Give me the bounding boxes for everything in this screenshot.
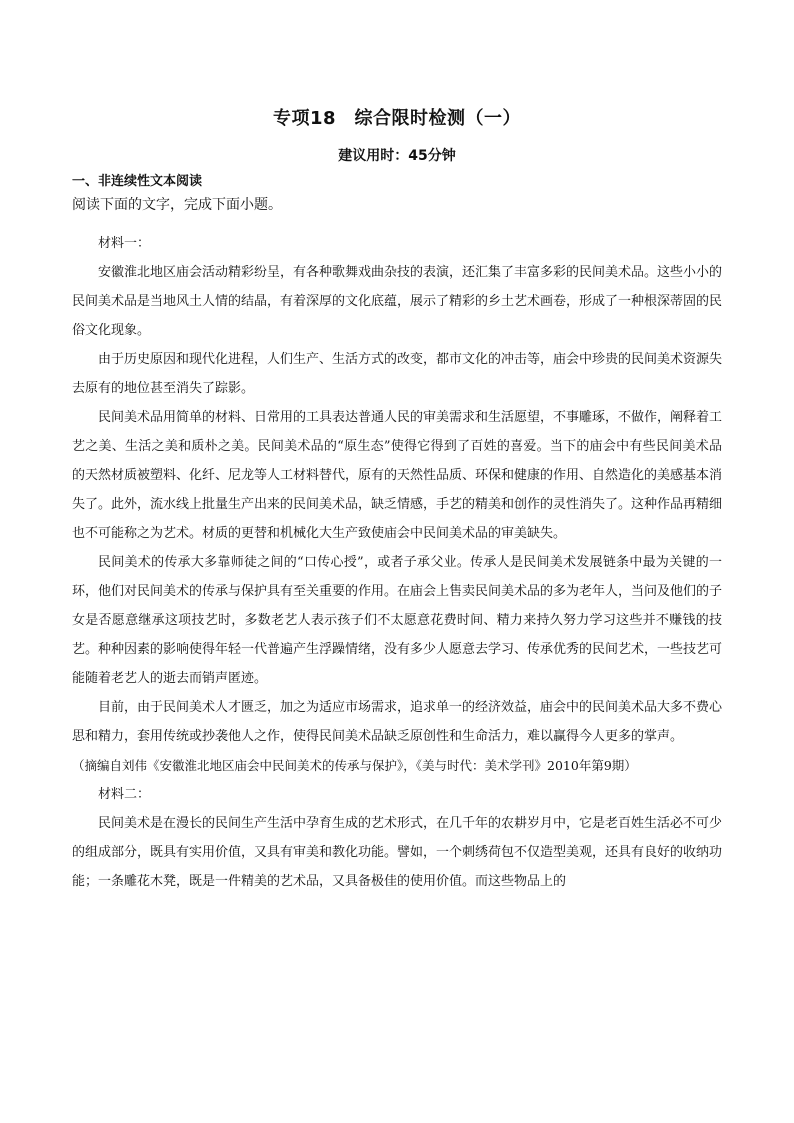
material-1-citation: （摘编自刘伟《安徽淮北地区庙会中民间美术的传承与保护》，《美与时代：美术学刊》2010年第9期）: [72, 758, 637, 773]
section-heading: 一、非连续性文本阅读: [72, 174, 203, 189]
material-1-paragraph-4: 民间美术的传承大多靠师徒之间的“口传心授”，或者子承父业。传承人是民间美术发展链条中最为关键的一环，他们对民间美术的传承与保护具有至关重要的作用。在庙会上售卖民间美术品的多为老年人，当问及他们的子女是否愿意继承这项技艺时，多数老艺人表示孩子们不太愿意花费时间、精力来持久努力学习这些并不赚钱的技艺。种种因素的影响使得年轻一代普遍产生浮躁情绪，没有多少人愿意去学习、传承优秀的民间艺术，一些技艺可能随着老艺人的逝去而销声匿迹。: [72, 555, 723, 686]
material-1-label: 材料一：: [98, 236, 151, 251]
reading-content: [72, 229, 722, 896]
reading-instruction: 阅读下面的文字，完成下面小题。: [72, 197, 282, 213]
page-title: 专项18 综合限时检测（一）: [272, 108, 522, 129]
suggested-time: 建议用时：45分钟: [338, 148, 456, 164]
material-1-paragraph-1: 安徽淮北地区庙会活动精彩纷呈，有各种歌舞戏曲杂技的表演，还汇集了丰富多彩的民间美术品。这些小小的民间美术品是当地风土人情的结晶，有着深厚的文化底蕴，展示了精彩的乡土艺术画卷，形成了一种根深蒂固的民俗文化现象。: [72, 265, 723, 338]
material-2-paragraph-1: 民间美术是在漫长的民间生产生活中孕育生成的艺术形式，在几千年的农耕岁月中，它是老百姓生活必不可少的组成部分，既具有实用价值，又具有审美和教化功能。譬如，一个刺绣荷包不仅造型美观，还具有良好的收纳功能；一条雕花木凳，既是一件精美的艺术品，又具备极佳的使用价值。而这些物品上的: [72, 816, 723, 889]
material-1-paragraph-5: 目前，由于民间美术人才匮乏，加之为适应市场需求，追求单一的经济效益，庙会中的民间美术品大多不费心思和精力，套用传统或抄袭他人之作，使得民间美术品缺乏原创性和生命活力，难以赢得今人更多的掌声。: [72, 700, 723, 744]
material-1-paragraph-2: 由于历史原因和现代化进程，人们生产、生活方式的改变，都市文化的冲击等，庙会中珍贵的民间美术资源失去原有的地位甚至消失了踪影。: [72, 352, 723, 396]
material-2-label: 材料二：: [98, 787, 151, 802]
material-1-paragraph-3: 民间美术品用简单的材料、日常用的工具表达普通人民的审美需求和生活愿望，不事雕琢，不做作，阐释着工艺之美、生活之美和质朴之美。民间美术品的“原生态”使得它得到了百姓的喜爱。当下的庙会中有些民间美术品的天然材质被塑料、化纤、尼龙等人工材料替代，原有的天然性品质、环保和健康的作用、自然造化的美感基本消失了。此外，流水线上批量生产出来的民间美术品，缺乏情感，手艺的精美和创作的灵性消失了。这种作品再精细也不可能称之为艺术。材质的更替和机械化大生产致使庙会中民间美术品的审美缺失。: [72, 410, 723, 541]
